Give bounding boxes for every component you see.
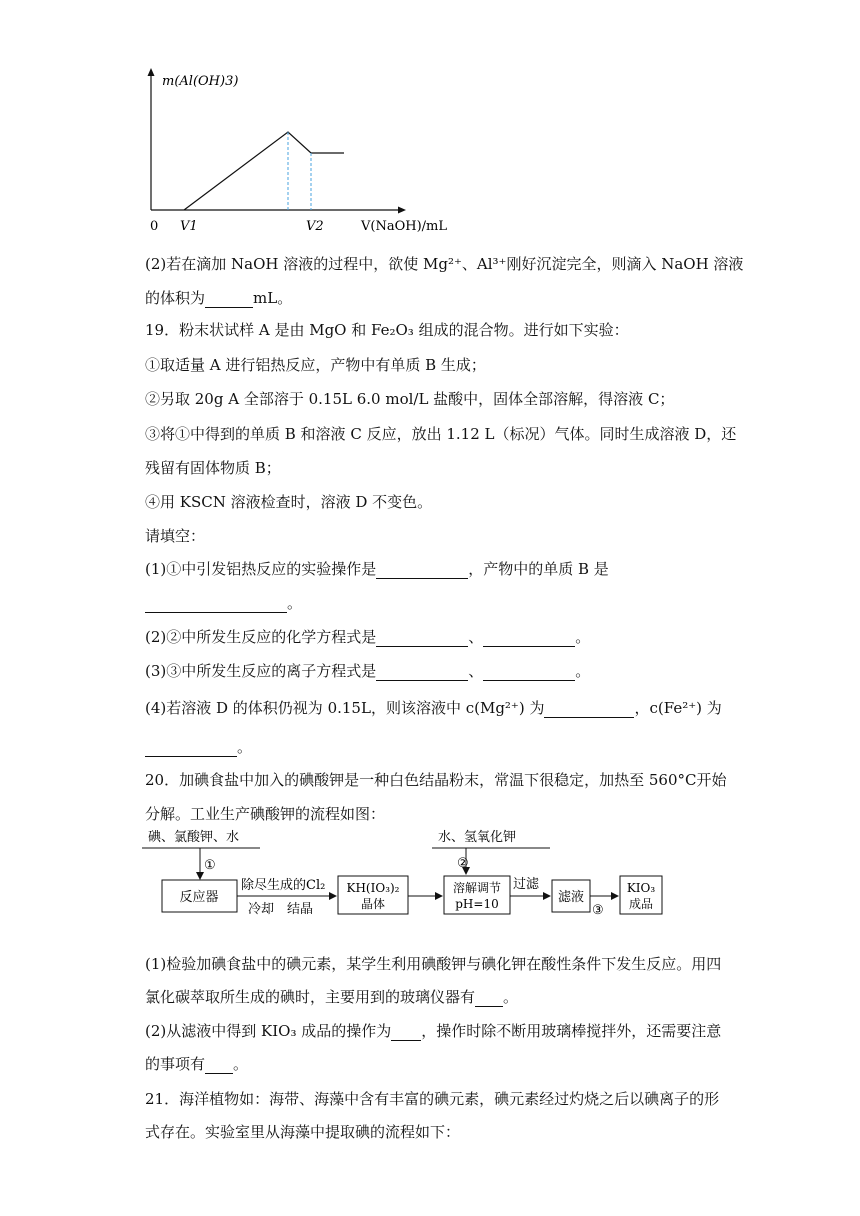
q20-sub1-cont bbox=[145, 987, 518, 1007]
answer-blank[interactable] bbox=[391, 1024, 421, 1041]
answer-blank[interactable] bbox=[145, 740, 237, 757]
q19-sub4 bbox=[145, 698, 722, 718]
box-filtrate-label: 滤液 bbox=[557, 890, 585, 905]
q19-sub4-c: 。 bbox=[237, 738, 253, 756]
q20-sub2-a: (2)从滤液中得到 KIO₃ 成品的操作为 bbox=[145, 1022, 392, 1040]
q19-sub3-a: (3)③中所发生反应的离子方程式是 bbox=[145, 662, 377, 680]
q20-title-b: 分解。工业生产碘酸钾的流程如图： bbox=[145, 805, 386, 823]
q20-sub2-d: 。 bbox=[233, 1055, 249, 1073]
input2-label: 水、氢氧化钾 bbox=[438, 830, 517, 845]
step1-label: ① bbox=[204, 858, 216, 873]
step2-label: ② bbox=[457, 856, 469, 871]
q20-sub2 bbox=[145, 1021, 721, 1041]
input1-label: 碘、氯酸钾、水 bbox=[148, 830, 240, 845]
q19-sub1-b: ，产物中的单质 B 是 bbox=[468, 560, 609, 578]
step3-label: ③ bbox=[592, 903, 604, 918]
q21-line1: 21．海洋植物如：海带、海藻中含有丰富的碘元素，碘元素经过灼烧之后以碘离子的形 bbox=[145, 1090, 720, 1108]
q20-sub1-b: 氯化碳萃取所生成的碘时，主要用到的玻璃仪器有 bbox=[145, 988, 476, 1006]
box-reactor-label: 反应器 bbox=[179, 890, 219, 905]
x-axis-arrow bbox=[398, 207, 406, 214]
q19-sub1-cont bbox=[145, 593, 302, 613]
answer-blank[interactable] bbox=[145, 596, 287, 613]
precipitate-graph bbox=[140, 60, 460, 240]
answer-blank[interactable] bbox=[544, 701, 634, 718]
q18-2-line1: (2)若在滴加 NaOH 溶液的过程中，欲使 Mg²⁺、Al³⁺刚好沉淀完全，则滴入 NaOH 溶液 bbox=[145, 255, 744, 273]
origin-label: 0 bbox=[150, 219, 159, 234]
answer-blank[interactable] bbox=[483, 630, 575, 647]
box-khio3-b: 晶体 bbox=[360, 897, 386, 911]
q19-sub3-b: 、 bbox=[468, 662, 484, 680]
answer-blank[interactable] bbox=[376, 630, 468, 647]
x-axis-label: V(NaOH)/mL bbox=[361, 219, 447, 234]
q21-line2: 式存在。实验室里从海藻中提取碘的流程如下： bbox=[145, 1123, 461, 1141]
q20-sub2-b: ，操作时除不断用玻璃棒搅拌外，还需要注意 bbox=[421, 1022, 722, 1040]
q19-sub4-a: (4)若溶液 D 的体积仍视为 0.15L，则该溶液中 c(Mg²⁺) 为 bbox=[145, 699, 545, 717]
arrow-1-top: 除尽生成的Cl₂ bbox=[241, 878, 326, 893]
q19-sub4-b: ，c(Fe²⁺) 为 bbox=[634, 699, 722, 717]
q19-step3a: ③将①中得到的单质 B 和溶液 C 反应，放出 1.12 L（标况）气体。同时生成溶液 D，还 bbox=[145, 425, 737, 443]
answer-blank[interactable] bbox=[475, 990, 503, 1007]
v2-label: V2 bbox=[306, 219, 324, 234]
q19-step1: ①取适量 A 进行铝热反应，产物中有单质 B 生成； bbox=[145, 356, 486, 374]
answer-blank[interactable] bbox=[205, 291, 253, 308]
q19-sub2-a: (2)②中所发生反应的化学方程式是 bbox=[145, 628, 377, 646]
box-dissolve-a: 溶解调节 bbox=[452, 881, 502, 895]
q19-sub1-a: (1)①中引发铝热反应的实验操作是 bbox=[145, 560, 377, 578]
q19-sub1-c: 。 bbox=[287, 594, 303, 612]
q19-step3b: 残留有固体物质 B； bbox=[145, 459, 281, 477]
y-axis-arrow bbox=[148, 68, 155, 76]
box-dissolve-b: pH=10 bbox=[455, 897, 499, 911]
v1-label: V1 bbox=[180, 219, 198, 234]
arrow-1-bottom: 冷却 结晶 bbox=[248, 902, 314, 917]
q18-2-text-b: mL。 bbox=[253, 289, 293, 307]
kio3-flowchart bbox=[140, 826, 700, 926]
answer-blank[interactable] bbox=[376, 562, 468, 579]
y-axis-label: m(Al(OH)3) bbox=[162, 74, 239, 89]
q18-2-line2 bbox=[145, 288, 292, 308]
q19-title: 19．粉末状试样 A 是由 MgO 和 Fe₂O₃ 组成的混合物。进行如下实验： bbox=[145, 321, 629, 339]
box-kio3-a: KIO₃ bbox=[626, 881, 656, 895]
q19-sub2-c: 。 bbox=[575, 628, 591, 646]
q19-sub2-b: 、 bbox=[468, 628, 484, 646]
q19-sub3-c: 。 bbox=[575, 662, 591, 680]
q20-sub2-cont bbox=[145, 1054, 248, 1074]
q20-title-a: 20．加碘食盐中加入的碘酸钾是一种白色结晶粉末，常温下很稳定，加热至 560°C开始 bbox=[145, 771, 727, 789]
q19-sub2 bbox=[145, 627, 590, 647]
q19-step2: ②另取 20g A 全部溶于 0.15L 6.0 mol/L 盐酸中，固体全部溶解，得溶液 C； bbox=[145, 390, 675, 408]
answer-blank[interactable] bbox=[376, 664, 468, 681]
q19-sub3 bbox=[145, 661, 590, 681]
box-kio3-b: 成品 bbox=[628, 897, 654, 911]
q20-sub1-a: (1)检验加碘食盐中的碘元素，某学生利用碘酸钾与碘化钾在酸性条件下发生反应。用四 bbox=[145, 955, 722, 973]
arrow-3-top: 过滤 bbox=[513, 877, 540, 892]
q19-sub1 bbox=[145, 559, 609, 579]
q19-step4: ④用 KSCN 溶液检查时，溶液 D 不变色。 bbox=[145, 493, 433, 511]
answer-blank[interactable] bbox=[483, 664, 575, 681]
q20-sub1-c: 。 bbox=[503, 988, 519, 1006]
box-khio3-a: KH(IO₃)₂ bbox=[346, 881, 400, 895]
precipitate-curve bbox=[184, 132, 344, 210]
q19-fill: 请填空： bbox=[145, 527, 206, 545]
q20-sub2-c: 的事项有 bbox=[145, 1055, 206, 1073]
q19-sub4-cont bbox=[145, 737, 252, 757]
answer-blank[interactable] bbox=[205, 1057, 233, 1074]
q18-2-text-a: 的体积为 bbox=[145, 289, 206, 307]
